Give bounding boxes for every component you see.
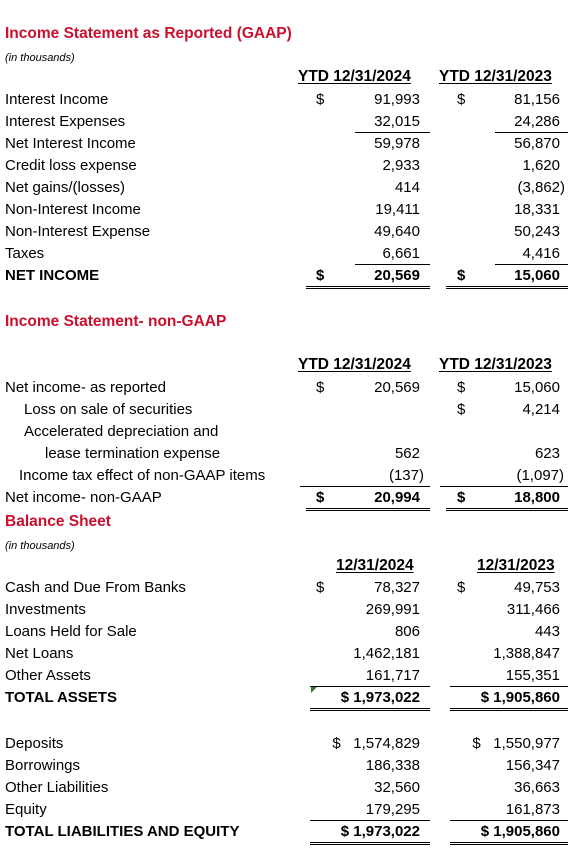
nongaap-row-value-2024: 562: [394, 445, 420, 462]
balance-row-value-2023: 161,873: [505, 801, 560, 818]
nongaap-row-currency: $: [457, 489, 466, 506]
balance-row-value-2023: 156,347: [505, 757, 560, 774]
subtotal-underline: [355, 132, 430, 133]
total-liabilities-equity-2024: $ 1,973,022: [340, 823, 420, 840]
gaap-row-label: Non-Interest Income: [5, 201, 141, 218]
gaap-row-value-2024: 414: [394, 179, 420, 196]
gaap-row-value-2023: 24,286: [514, 113, 560, 130]
balance-row-value-2023: 36,663: [514, 779, 560, 796]
total-double-underline: [450, 708, 568, 711]
gaap-row-value-2024: 59,978: [374, 135, 420, 152]
gaap-row-value-2023: 50,243: [514, 223, 560, 240]
balance-row-currency: $: [316, 579, 325, 596]
balance-row-label: Borrowings: [5, 757, 81, 774]
subtotal-underline: [495, 132, 568, 133]
gaap-subtitle: (in thousands): [5, 52, 75, 64]
gaap-col1-header: YTD 12/31/2024: [298, 68, 411, 85]
balance-row-label: Cash and Due From Banks: [5, 579, 186, 596]
balance-row-value-2024: 161,717: [365, 667, 420, 684]
gaap-row-label: Credit loss expense: [5, 157, 137, 174]
gaap-row-currency: $: [457, 91, 466, 108]
cell-comment-marker-icon: [311, 687, 317, 693]
balance-row-label: Other Liabilities: [5, 779, 109, 796]
subtotal-underline: [495, 264, 568, 265]
nongaap-row-currency: $: [316, 489, 325, 506]
gaap-row-value-2023: 81,156: [514, 91, 560, 108]
balance-row-label: Equity: [5, 801, 47, 818]
nongaap-row-currency: $: [457, 401, 466, 418]
gaap-net-income-label: NET INCOME: [5, 267, 100, 284]
gaap-row-value-2023: 18,331: [514, 201, 560, 218]
total-liabilities-equity-2023: $ 1,905,860: [480, 823, 560, 840]
balance-row-value-2024: 1,462,181: [353, 645, 420, 662]
balance-row-label: Net Loans: [5, 645, 74, 662]
nongaap-row-value-2024: (137): [388, 467, 424, 484]
gaap-row-value-2023: 1,620: [522, 157, 560, 174]
gaap-row-value-2024: 2,933: [382, 157, 420, 174]
gaap-row-value-2024: 91,993: [374, 91, 420, 108]
balance-col1-header: 12/31/2024: [336, 557, 414, 574]
gaap-row-value-2024: 32,015: [374, 113, 420, 130]
balance-row-value-2024: 269,991: [365, 601, 420, 618]
nongaap-row-label: Net income- non-GAAP: [5, 489, 162, 506]
gaap-row-label: Non-Interest Expense: [5, 223, 151, 240]
balance-subtitle: (in thousands): [5, 540, 75, 552]
nongaap-row-value-2024: 20,569: [374, 379, 420, 396]
nongaap-row-label: Net income- as reported: [5, 379, 166, 396]
gaap-row-value-2023: 56,870: [514, 135, 560, 152]
gaap-row-currency: $: [316, 91, 325, 108]
gaap-row-label: Interest Expenses: [5, 113, 126, 130]
balance-row-value-2023: 155,351: [505, 667, 560, 684]
total-double-underline: [310, 842, 430, 845]
balance-row-value-2024: 78,327: [374, 579, 420, 596]
nongaap-net-income-2023: 18,800: [514, 489, 560, 506]
subtotal-underline: [310, 820, 430, 821]
nongaap-row-value-2023: 4,214: [522, 401, 560, 418]
gaap-row-value-2024: 6,661: [382, 245, 420, 262]
balance-row-label: Deposits: [5, 735, 64, 752]
total-double-underline: [446, 508, 568, 511]
nongaap-net-income-2024: 20,994: [374, 489, 420, 506]
balance-row-value-2023: 49,753: [514, 579, 560, 596]
total-assets-2024: $ 1,973,022: [340, 689, 420, 706]
gaap-row-label: Net gains/(losses): [5, 179, 126, 196]
gaap-title: Income Statement as Reported (GAAP): [5, 25, 292, 42]
nongaap-row-label: Accelerated depreciation and: [24, 423, 219, 440]
total-double-underline: [450, 842, 568, 845]
subtotal-underline: [355, 264, 430, 265]
total-double-underline: [446, 286, 568, 289]
subtotal-underline: [450, 820, 568, 821]
subtotal-underline: [440, 486, 568, 487]
nongaap-col2-header: YTD 12/31/2023: [439, 356, 552, 373]
total-double-underline: [306, 508, 430, 511]
gaap-row-value-2023: 4,416: [522, 245, 560, 262]
total-liabilities-equity-label: TOTAL LIABILITIES AND EQUITY: [5, 823, 240, 840]
balance-row-value-2024: $ 1,574,829: [332, 735, 420, 752]
nongaap-row-label: Loss on sale of securities: [24, 401, 193, 418]
nongaap-row-currency: $: [316, 379, 325, 396]
balance-row-value-2024: 32,560: [374, 779, 420, 796]
total-double-underline: [310, 708, 430, 711]
nongaap-title: Income Statement- non-GAAP: [5, 313, 227, 330]
balance-row-label: Other Assets: [5, 667, 91, 684]
gaap-row-currency: $: [316, 267, 325, 284]
subtotal-underline: [450, 686, 568, 687]
balance-row-label: Loans Held for Sale: [5, 623, 137, 640]
gaap-row-value-2024: 19,411: [375, 201, 420, 218]
total-assets-2023: $ 1,905,860: [480, 689, 560, 706]
nongaap-col1-header: YTD 12/31/2024: [298, 356, 411, 373]
gaap-row-value-2024: 49,640: [374, 223, 420, 240]
balance-row-value-2023: 311,466: [506, 601, 560, 618]
gaap-row-label: Interest Income: [5, 91, 109, 108]
balance-title: Balance Sheet: [5, 513, 111, 530]
balance-row-currency: $: [457, 579, 466, 596]
nongaap-row-label: lease termination expense: [45, 445, 221, 462]
gaap-net-income-2024: 20,569: [374, 267, 420, 284]
balance-row-value-2023: 443: [534, 623, 560, 640]
gaap-row-value-2023: (3,862): [517, 179, 565, 196]
balance-row-label: Investments: [5, 601, 86, 618]
nongaap-row-value-2023: 623: [534, 445, 560, 462]
balance-row-value-2023: $ 1,550,977: [472, 735, 560, 752]
gaap-net-income-2023: 15,060: [514, 267, 560, 284]
nongaap-row-currency: $: [457, 379, 466, 396]
balance-row-value-2023: 1,388,847: [493, 645, 560, 662]
subtotal-underline: [310, 686, 430, 687]
nongaap-row-value-2023: (1,097): [516, 467, 564, 484]
total-assets-label: TOTAL ASSETS: [5, 689, 117, 706]
gaap-row-label: Net Interest Income: [5, 135, 136, 152]
gaap-row-label: Taxes: [5, 245, 45, 262]
total-double-underline: [306, 286, 430, 289]
balance-row-value-2024: 179,295: [365, 801, 420, 818]
nongaap-row-value-2023: 15,060: [514, 379, 560, 396]
balance-row-value-2024: 806: [394, 623, 420, 640]
nongaap-row-label: Income tax effect of non-GAAP items: [19, 467, 266, 484]
balance-row-value-2024: 186,338: [365, 757, 420, 774]
gaap-col2-header: YTD 12/31/2023: [439, 68, 552, 85]
subtotal-underline: [300, 486, 430, 487]
gaap-row-currency: $: [457, 267, 466, 284]
balance-col2-header: 12/31/2023: [477, 557, 555, 574]
